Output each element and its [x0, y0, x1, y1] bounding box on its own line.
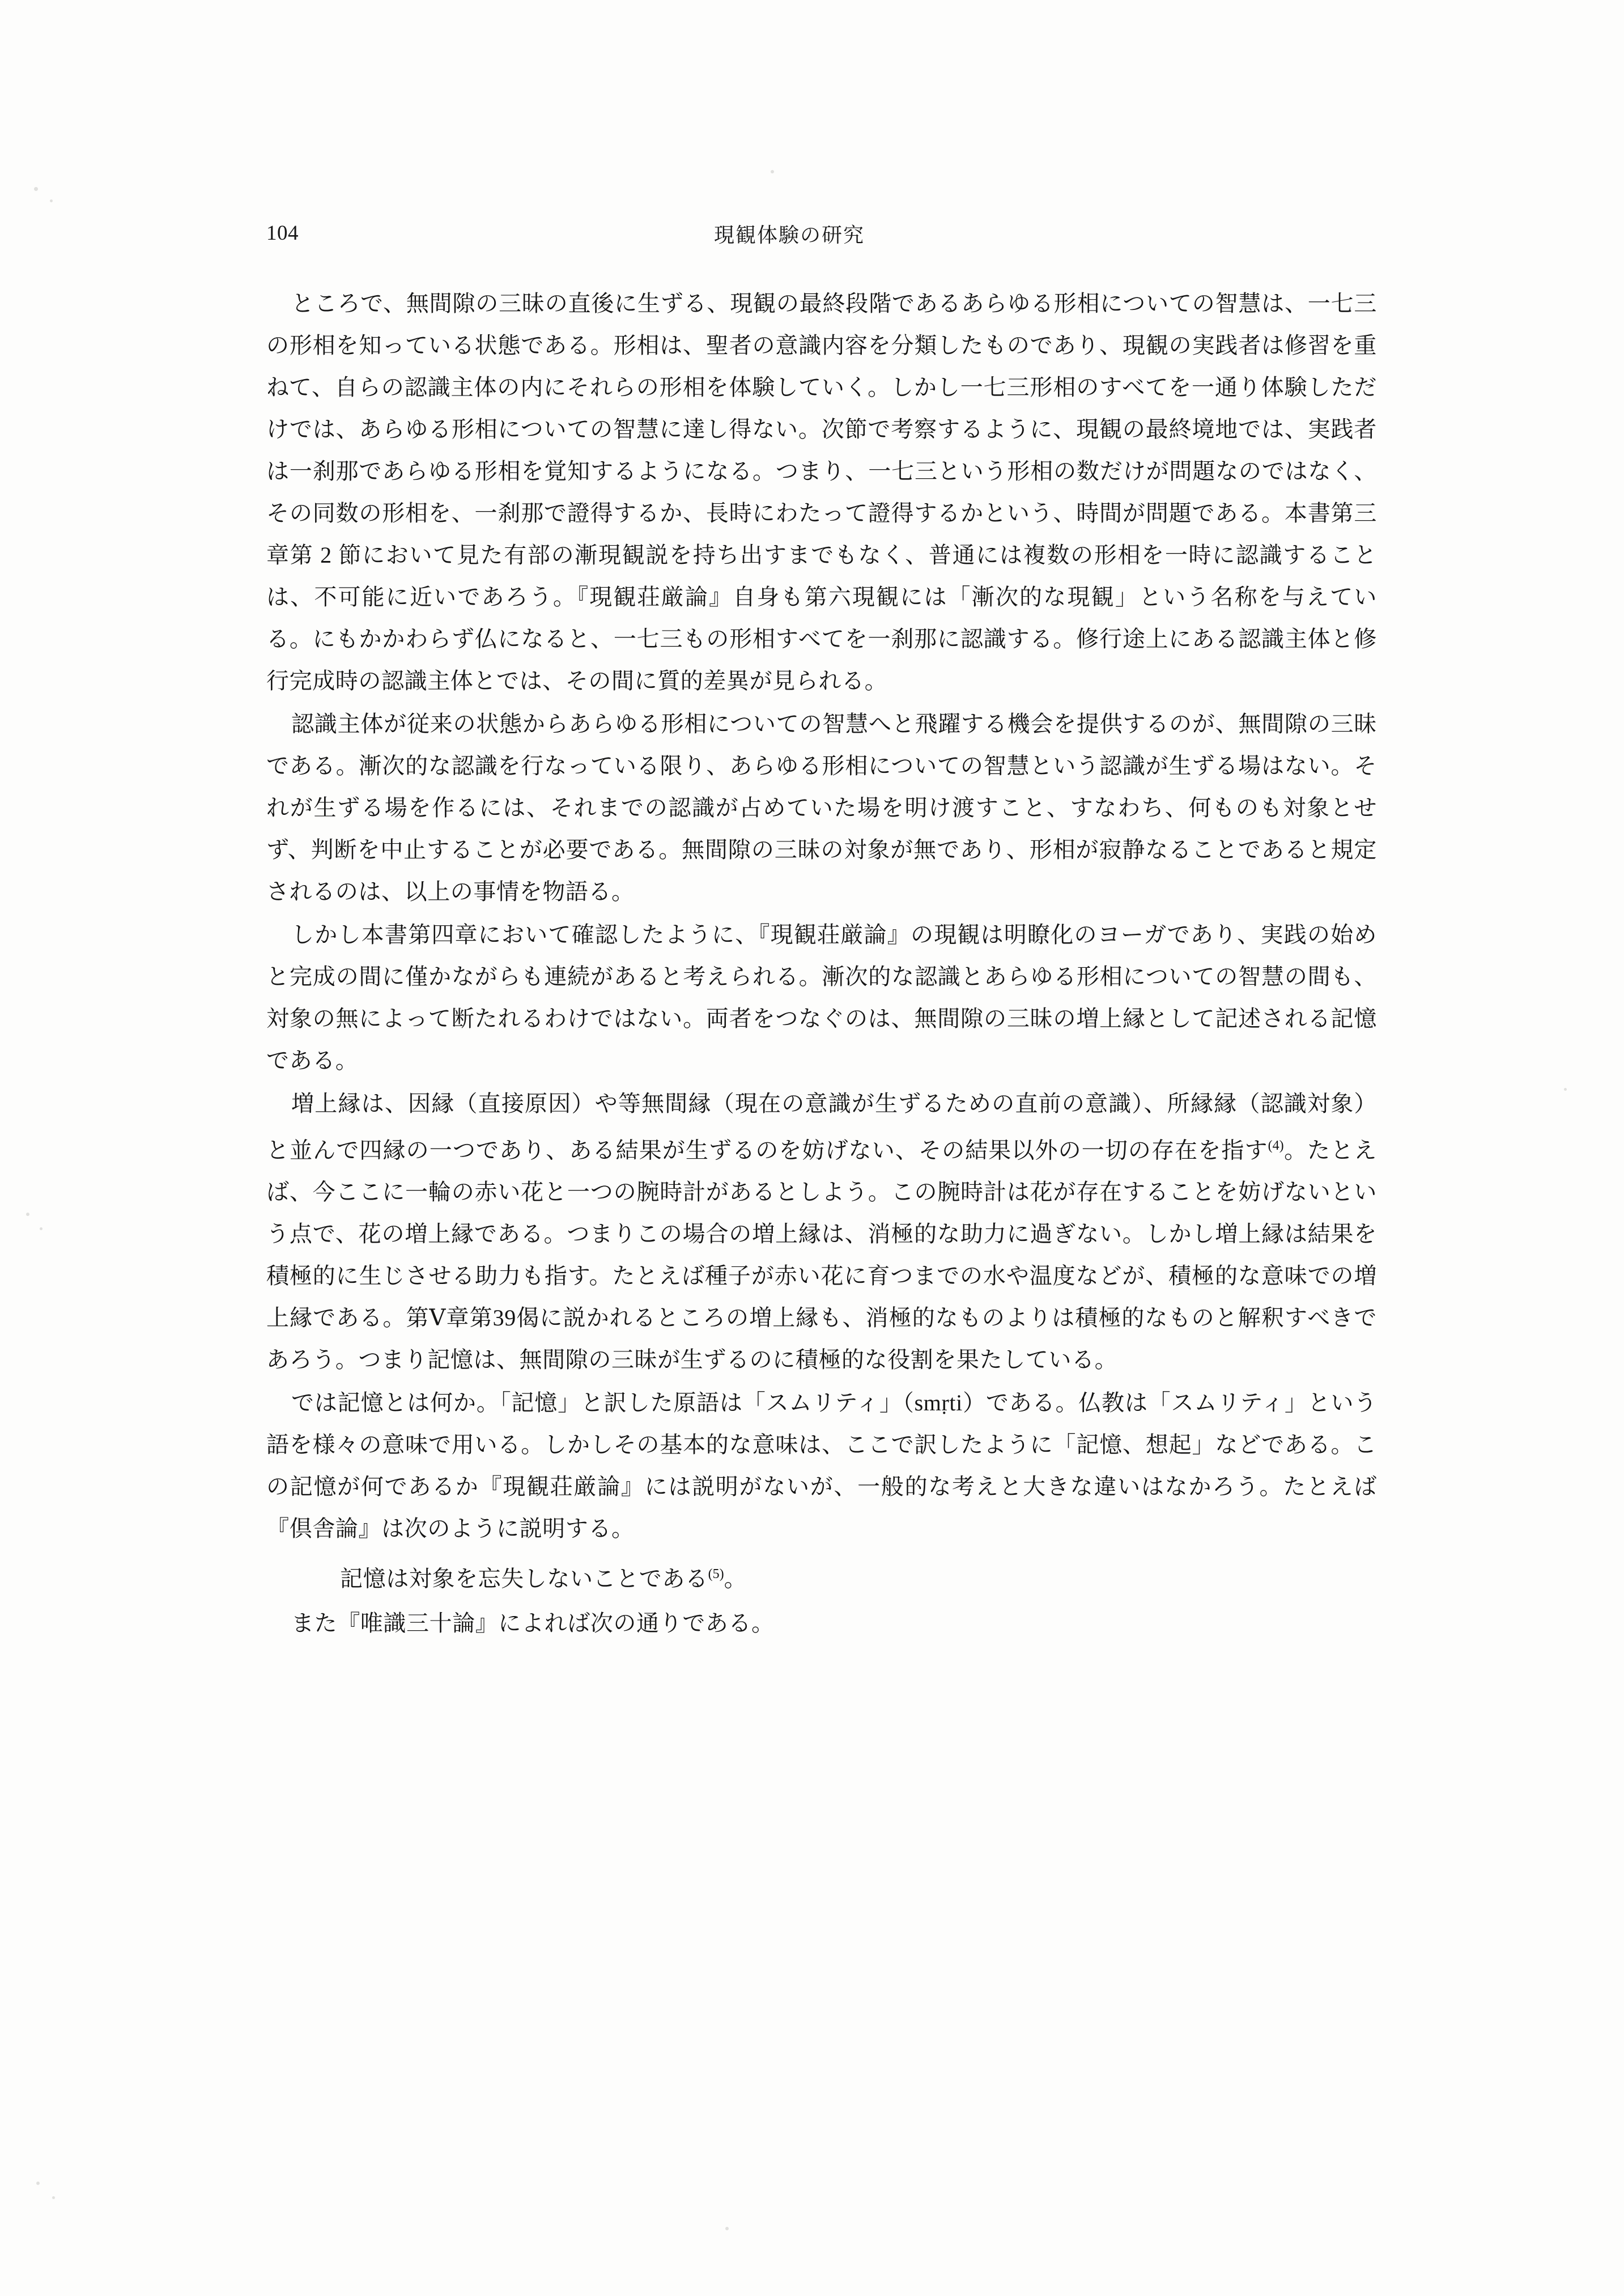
block-quote-text: 記憶は対象を忘失しないことである — [340, 1566, 708, 1592]
scan-speck — [26, 1213, 29, 1216]
scan-speck — [1564, 1088, 1567, 1091]
closing-paragraph: また『唯識三十論』によれば次の通りである。 — [291, 1610, 775, 1636]
scan-speck — [36, 2182, 40, 2185]
block-quote-tail: 。 — [724, 1566, 747, 1592]
page-content — [266, 221, 1377, 1646]
running-head: 現観体験の研究 — [714, 224, 865, 246]
paragraph-2: 認識主体が従来の状態からあらゆる形相についての智慧へと飛躍する機会を提供するのが、無間隙の三昧である。漸次的な認識を行なっている限り、あらゆる形相についての智慧という認識が生ずる場はない。それが生ずる場を作るには、それまでの認識が占めていた場を明け渡すこと、すなわち、何ものも対象とせず、判断を中止することが必要である。無間隙の三昧の対象が無であり、形相が寂静なることであると規定されるのは、以上の事情を物語る。 — [266, 711, 1377, 904]
paragraph-5: では記憶とは何か。「記憶」と訳した原語は「スムリティ」（smṛti）である。仏教は「スムリティ」という語を様々の意味で用いる。しかしその基本的な意味は、ここで訳したように「記憶、想起」などである。この記憶が何であるか『現観荘厳論』には説明がないが、一般的な考えと大きな違いはなかろう。たとえば『倶舎論』は次のように説明する。 — [266, 1390, 1377, 1542]
scan-speck — [34, 187, 38, 191]
page-number: 104 — [266, 222, 299, 245]
page-header — [266, 221, 1377, 245]
scan-speck — [725, 2227, 729, 2230]
footnote-marker-4[interactable]: (4) — [1268, 1138, 1284, 1153]
block-quote — [266, 1553, 1377, 1600]
footnote-marker-5[interactable]: (5) — [708, 1567, 724, 1582]
paragraph-1: ところで、無間隙の三昧の直後に生ずる、現観の最終段階であるあらゆる形相についての智慧は、一七三の形相を知っている状態である。形相は、聖者の意識内容を分類したものであり、現観の実践者は修習を重ねて、自らの認識主体の内にそれらの形相を体験していく。しかし一七三形相のすべてを一通り体験しただけでは、あらゆる形相についての智慧に達し得ない。次節で考察するように、現観の最終境地では、実践者は一刹那であらゆる形相を覚知するようになる。つまり、一七三という形相の数だけが問題なのではなく、その同数の形相を、一刹那で證得するか、長時にわたって證得するかという、時間が問題である。本書第三章第 2 節において見た有部の漸現観説を持ち出すまでもなく、普通には複数の形相を一時に認識することは、不可能に近いであろう。『現観荘厳論』自身も第六現観には「漸次的な現観」という名称を与えている。にもかかわらず仏になると、一七三もの形相すべてを一刹那に認識する。修行途上にある認識主体と修行完成時の認識主体とでは、その間に質的差異が見られる。 — [266, 291, 1377, 694]
scan-speck — [771, 170, 774, 173]
scan-speck — [52, 2196, 55, 2199]
scan-speck — [40, 1227, 42, 1230]
paragraph-4-part-1: 増上縁は、因縁（直接原因）や等無間縁（現在の意識が生ずるための直前の意識）、所縁縁（認識対象）と並んで四縁の一つであり、ある結果が生ずるのを妨げない、その結果以外の一切の存在を指す — [266, 1091, 1377, 1163]
paragraph-4 — [266, 1083, 1377, 1381]
paragraph-4-part-2: 。たとえば、今ここに一輪の赤い花と一つの腕時計があるとしよう。この腕時計は花が存在することを妨げないという点で、花の増上縁である。つまりこの場合の増上縁は、消極的な助力に過ぎない。しかし増上縁は結果を積極的に生じさせる助力も指す。たとえば種子が赤い花に育つまでの水や温度などが、積極的な意味での増上縁である。第Ⅴ章第39偈に説かれるところの増上縁も、消極的なものよりは積極的なものと解釈すべきであろう。つまり記憶は、無間隙の三昧が生ずるのに積極的な役割を果たしている。 — [266, 1137, 1377, 1373]
paragraph-3: しかし本書第四章において確認したように、『現観荘厳論』の現観は明瞭化のヨーガであり、実践の始めと完成の間に僅かながらも連続があると考えられる。漸次的な認識とあらゆる形相についての智慧の間も、対象の無によって断たれるわけではない。両者をつなぐのは、無間隙の三昧の増上縁として記述される記憶である。 — [266, 922, 1377, 1073]
scan-speck — [50, 199, 53, 202]
